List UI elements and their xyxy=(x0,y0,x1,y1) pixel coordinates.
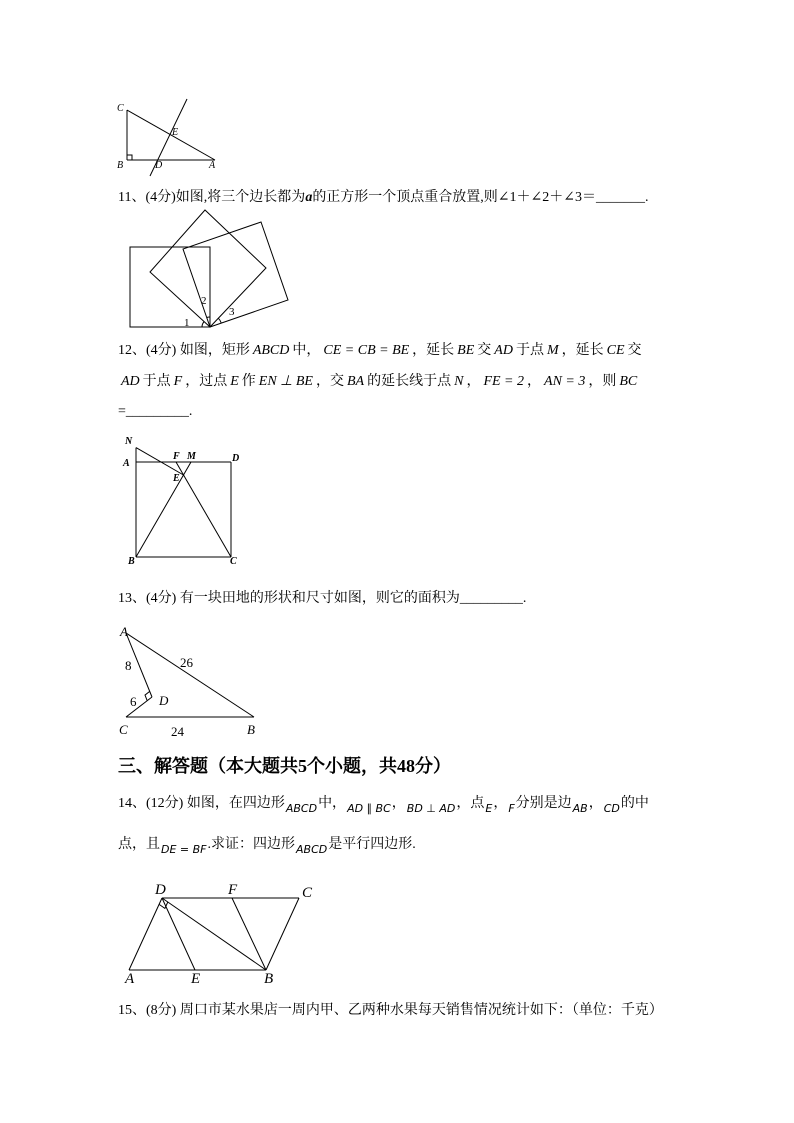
q12-text: 于点 xyxy=(142,374,171,389)
q14-text: ， xyxy=(588,796,603,811)
q14-text: 14、(12分) 如图，在四边形 xyxy=(118,796,285,811)
q12-math: ABCD xyxy=(252,343,290,358)
segment-fb xyxy=(232,898,266,970)
q12-math: F xyxy=(173,374,183,389)
question-14-line-1 xyxy=(118,795,649,813)
angle-1-arc xyxy=(202,322,204,327)
q14-text: ， xyxy=(391,796,406,811)
q11-variable: a xyxy=(305,190,313,205)
q14-math: ABCD xyxy=(285,802,318,815)
q12-text: ， xyxy=(527,374,542,389)
label-c: C xyxy=(117,103,124,114)
square-2 xyxy=(150,210,266,327)
q12-text: ， xyxy=(466,374,481,389)
label-d: D xyxy=(232,453,240,464)
angle-label-1: 1 xyxy=(184,317,190,329)
label-d: D xyxy=(155,160,163,171)
right-angle-mark xyxy=(127,155,132,160)
q14-text: 点，且 xyxy=(118,837,160,852)
q12-text: 的延长线于点 xyxy=(367,374,452,389)
q14-text: 分别是边 xyxy=(515,796,572,811)
length-ad: 8 xyxy=(125,658,132,673)
question-12-line-3 xyxy=(118,403,192,421)
segment-da xyxy=(129,898,162,970)
label-b: B xyxy=(247,722,255,737)
q12-math: BE xyxy=(457,343,475,358)
segment-bm xyxy=(136,462,191,557)
angle-2-arc xyxy=(207,317,210,318)
q12-answer-blank: =_________. xyxy=(118,404,193,419)
segment-ca xyxy=(127,110,215,160)
label-c: C xyxy=(119,722,128,737)
q11-text: 11、(4分)如图,将三个边长都为 xyxy=(118,190,306,205)
q14-math: CD xyxy=(603,802,620,815)
q14-math: E xyxy=(485,802,493,815)
segment-cf xyxy=(176,462,231,557)
label-a: A xyxy=(123,458,130,469)
label-d: D xyxy=(159,693,169,708)
length-cb: 24 xyxy=(171,724,184,739)
figure-q14 xyxy=(118,880,318,988)
question-13 xyxy=(118,590,526,608)
q12-text: 交 xyxy=(477,343,492,358)
q14-text: ，点 xyxy=(456,796,485,811)
q12-text: ，交 xyxy=(316,374,344,389)
section-3-title: 三、解答题（本大题共5个小题，共48分） xyxy=(118,756,451,776)
q12-text: 中， xyxy=(292,343,321,358)
label-e: E xyxy=(191,971,201,987)
figure-q11 xyxy=(126,206,292,332)
q12-text: 12、(4分) 如图，矩形 xyxy=(118,343,250,358)
q14-math: AB xyxy=(572,802,588,815)
label-a: A xyxy=(120,624,128,639)
q12-math: CE = CB = BE xyxy=(323,343,410,358)
label-f: F xyxy=(228,882,238,898)
q14-math: F xyxy=(508,802,515,815)
square-1 xyxy=(130,247,210,327)
q12-math: N xyxy=(454,374,464,389)
q14-text: 的中 xyxy=(620,796,649,811)
q14-math: ABCD xyxy=(296,843,328,856)
segment-db xyxy=(162,898,266,970)
q12-math: AD xyxy=(494,343,513,358)
label-b: B xyxy=(128,556,135,567)
q14-text: .求证：四边形 xyxy=(207,837,296,852)
label-m: M xyxy=(187,451,196,462)
question-15 xyxy=(118,1002,663,1020)
q12-math: FE = 2 xyxy=(483,374,525,389)
label-c: C xyxy=(302,885,313,901)
q12-math: E xyxy=(230,374,239,389)
label-c: C xyxy=(230,556,237,567)
side-ab xyxy=(126,633,254,717)
angle-3-arc xyxy=(218,318,221,323)
q14-text: 中， xyxy=(318,796,347,811)
q14-math: BD ⊥ AD xyxy=(406,802,456,815)
label-a: A xyxy=(209,160,216,171)
q14-text: 是平行四边形. xyxy=(328,837,416,852)
q12-text: ，则 xyxy=(588,374,617,389)
square-3 xyxy=(183,222,288,327)
label-d: D xyxy=(155,882,166,898)
q12-math: BC xyxy=(619,374,638,389)
q12-math: M xyxy=(546,343,559,358)
question-11 xyxy=(118,189,649,207)
length-ab: 26 xyxy=(180,655,193,670)
segment-bc xyxy=(266,898,299,970)
section-heading xyxy=(118,755,451,777)
question-12-line-1 xyxy=(118,342,642,360)
q14-math: AD ∥ BC xyxy=(347,802,391,815)
length-dc: 6 xyxy=(130,694,137,709)
q12-math: BA xyxy=(347,374,365,389)
angle-label-2: 2 xyxy=(201,295,207,307)
label-n: N xyxy=(125,436,133,447)
q12-math: AN = 3 xyxy=(544,374,586,389)
label-b: B xyxy=(117,160,124,171)
figure-q12 xyxy=(120,433,248,569)
label-e: E xyxy=(172,127,179,138)
q13-text: 13、(4分) 有一块田地的形状和尺寸如图，则它的面积为_________. xyxy=(118,591,527,606)
q12-math: EN ⊥ BE xyxy=(258,374,313,389)
q12-text: ，延长 xyxy=(561,343,604,358)
q12-math: CE xyxy=(606,343,625,358)
question-12-line-2 xyxy=(118,373,640,391)
q14-math: DE = BF xyxy=(161,843,207,856)
label-a: A xyxy=(125,971,135,987)
angle-label-3: 3 xyxy=(229,306,235,318)
q12-text: ，过点 xyxy=(185,374,228,389)
q12-text: ，延长 xyxy=(412,343,455,358)
q12-text: 交 xyxy=(627,343,642,358)
figure-q10 xyxy=(110,98,225,178)
segment-de xyxy=(162,898,195,970)
label-e: E xyxy=(173,473,180,484)
q14-text: ， xyxy=(493,796,508,811)
figure-q13 xyxy=(115,623,265,741)
q12-text: 作 xyxy=(241,374,256,389)
label-b: B xyxy=(264,971,274,987)
q11-text: 的正方形一个顶点重合放置,则∠1＋∠2＋∠3＝_______. xyxy=(312,190,649,205)
label-f: F xyxy=(173,451,180,462)
question-14-line-2 xyxy=(118,836,416,854)
q12-math: AD xyxy=(121,374,140,389)
q15-text: 15、(8分) 周口市某水果店一周内甲、乙两种水果每天销售情况统计如下：（单位：千克） xyxy=(118,1003,663,1018)
q12-text: 于点 xyxy=(515,343,544,358)
